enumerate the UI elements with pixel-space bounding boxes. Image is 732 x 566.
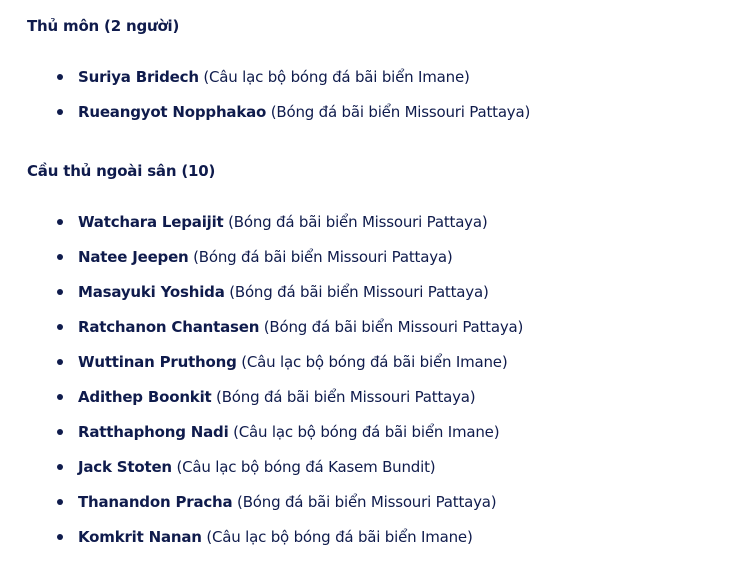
- player-name: Masayuki Yoshida: [78, 283, 225, 301]
- bullet-icon: [57, 464, 63, 470]
- player-club: (Bóng đá bãi biển Missouri Pattaya): [224, 283, 489, 301]
- list-item: [0, 386, 523, 421]
- bullet-icon: [57, 499, 63, 505]
- player-club: (Câu lạc bộ bóng đá Kasem Bundit): [171, 458, 436, 476]
- player-club: (Bóng đá bãi biển Missouri Pattaya): [266, 103, 531, 121]
- list-item: [0, 456, 523, 491]
- bullet-icon: [57, 254, 63, 260]
- player-name: Adithep Boonkit: [78, 388, 212, 406]
- player-club: (Câu lạc bộ bóng đá bãi biển Imane): [236, 353, 508, 371]
- bullet-icon: [57, 109, 63, 115]
- list-item: [0, 526, 523, 561]
- player-name: Thanandon Pracha: [78, 493, 233, 511]
- player-name: Suriya Bridech: [78, 68, 199, 86]
- player-club: (Bóng đá bãi biển Missouri Pattaya): [211, 388, 476, 406]
- goalkeepers-heading: Thủ môn (2 người): [27, 17, 180, 35]
- player-club: (Câu lạc bộ bóng đá bãi biển Imane): [228, 423, 500, 441]
- player-club: (Câu lạc bộ bóng đá bãi biển Imane): [201, 528, 473, 546]
- player-club: (Bóng đá bãi biển Missouri Pattaya): [188, 248, 453, 266]
- list-item: [0, 246, 523, 281]
- bullet-icon: [57, 429, 63, 435]
- player-name: Wuttinan Pruthong: [78, 353, 237, 371]
- bullet-icon: [57, 394, 63, 400]
- list-item: [0, 211, 523, 246]
- player-name: Jack Stoten: [78, 458, 172, 476]
- bullet-icon: [57, 289, 63, 295]
- list-item: [0, 351, 523, 386]
- player-club: (Câu lạc bộ bóng đá bãi biển Imane): [198, 68, 470, 86]
- bullet-icon: [57, 534, 63, 540]
- list-item: [0, 281, 523, 316]
- player-name: Natee Jeepen: [78, 248, 189, 266]
- player-name: Ratchanon Chantasen: [78, 318, 260, 336]
- player-name: Ratthaphong Nadi: [78, 423, 229, 441]
- player-name: Komkrit Nanan: [78, 528, 202, 546]
- player-name: Rueangyot Nopphakao: [78, 103, 267, 121]
- list-item: [0, 66, 530, 101]
- bullet-icon: [57, 324, 63, 330]
- player-name: Watchara Lepaijit: [78, 213, 224, 231]
- goalkeepers-list: [0, 66, 530, 136]
- bullet-icon: [57, 219, 63, 225]
- outfield-heading: Cầu thủ ngoài sân (10): [27, 162, 216, 180]
- list-item: [0, 316, 523, 351]
- player-club: (Bóng đá bãi biển Missouri Pattaya): [259, 318, 524, 336]
- bullet-icon: [57, 74, 63, 80]
- outfield-list: [0, 211, 523, 561]
- bullet-icon: [57, 359, 63, 365]
- list-item: [0, 101, 530, 136]
- list-item: [0, 421, 523, 456]
- list-item: [0, 491, 523, 526]
- player-club: (Bóng đá bãi biển Missouri Pattaya): [223, 213, 488, 231]
- player-club: (Bóng đá bãi biển Missouri Pattaya): [232, 493, 497, 511]
